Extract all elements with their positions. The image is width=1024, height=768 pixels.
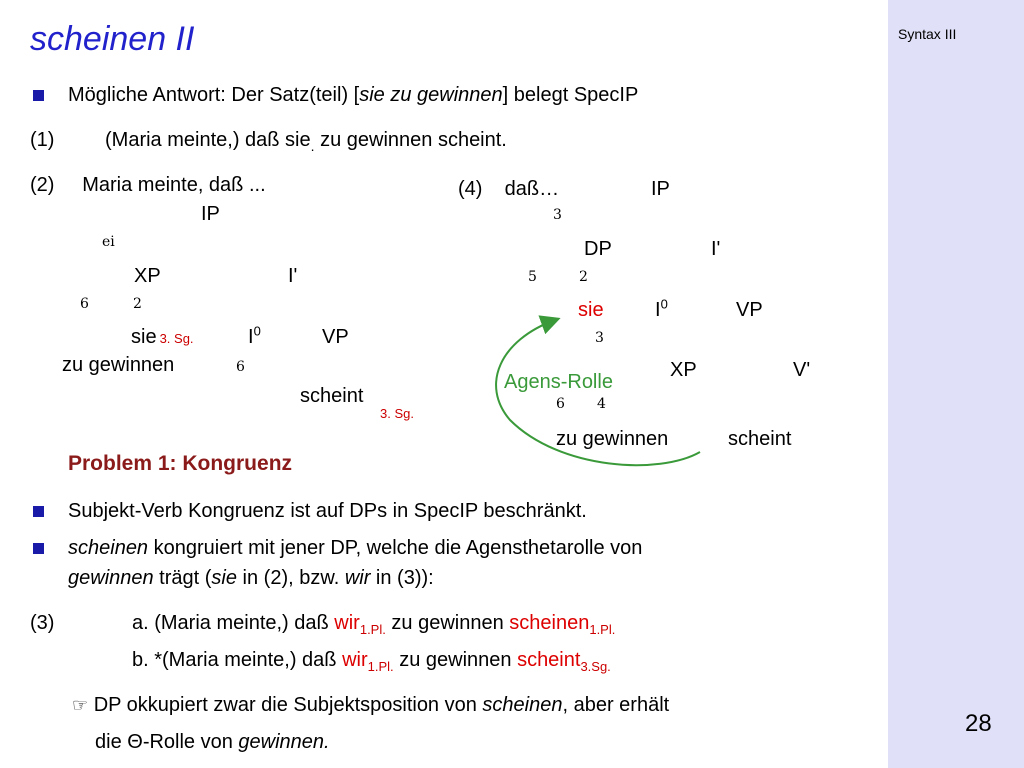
bullet-2-text: Subjekt-Verb Kongruenz ist auf DPs in SpecIP beschränkt. xyxy=(68,500,587,522)
agens-arrow-path xyxy=(496,320,700,465)
ex3-a-wir: wir xyxy=(334,612,360,634)
ex2-head: (2) Maria meinte, daß ... xyxy=(30,174,266,196)
ex4-dp: DP xyxy=(584,238,612,260)
ex1-trace-dot: . xyxy=(310,138,315,154)
ex4-i0-letter: I xyxy=(655,299,661,321)
ex1-text-a: (Maria meinte,) daß sie xyxy=(105,129,311,151)
final-l1-it: scheinen xyxy=(482,694,563,716)
ex2-branch-6b: 6 xyxy=(236,359,245,375)
ex4-zu-gewinnen: zu gewinnen xyxy=(556,428,669,450)
b3-t4: in (3)): xyxy=(370,567,434,589)
ex3-b-wir-sub: 1.Pl. xyxy=(367,659,394,674)
b3-it1: scheinen xyxy=(68,537,149,559)
slide-title: scheinen II xyxy=(30,20,195,58)
ex4-agens-rolle: Agens-Rolle xyxy=(504,371,613,393)
ex3-a-mid: zu gewinnen xyxy=(385,612,510,634)
sidebar xyxy=(888,0,1024,768)
ex3-b-verb: scheint xyxy=(517,649,581,671)
b3-it2: gewinnen xyxy=(68,567,154,589)
b1-pre: Mögliche Antwort: Der Satz(teil) [ xyxy=(68,84,360,106)
final-l2-it: gewinnen. xyxy=(238,731,330,753)
ex2-i0-sup: 0 xyxy=(253,323,261,339)
ex3-b-mid: zu gewinnen xyxy=(393,649,518,671)
bullet-square-icon xyxy=(33,506,44,517)
ex4-head: (4) daß… xyxy=(458,178,560,200)
ex4-sie: sie xyxy=(578,299,604,321)
bullet-3-line-2 xyxy=(68,567,434,590)
ex2-sie-sub: 3. Sg. xyxy=(159,331,194,346)
ex2-scheint: scheint xyxy=(300,385,364,407)
ex4-branch-4: 4 xyxy=(597,396,606,412)
ex1-text-b: zu gewinnen scheint. xyxy=(320,129,507,151)
ex4-i0-sup: 0 xyxy=(660,296,668,312)
ex2-i0-letter: I xyxy=(248,326,254,348)
ex4-scheint: scheint xyxy=(728,428,792,450)
ex2-sie-word: sie xyxy=(131,326,157,348)
page-number: 28 xyxy=(965,710,992,737)
b3-t3: in (2), bzw. xyxy=(237,567,345,589)
ex4-branch-3: 3 xyxy=(553,207,562,223)
b3-it3: sie xyxy=(211,567,237,589)
b3-t2: trägt ( xyxy=(153,567,212,589)
ex2-scheint-sub: 3. Sg. xyxy=(380,406,414,421)
ex3-a xyxy=(132,612,615,635)
ex4-branch-5: 5 xyxy=(528,269,537,285)
ex2-vp: VP xyxy=(322,326,349,348)
ex4-ip: IP xyxy=(651,178,670,200)
bullet-3-line-1 xyxy=(68,537,642,560)
ex3-a-verb-sub: 1.Pl. xyxy=(589,622,616,637)
ex3-b-wir: wir xyxy=(342,649,368,671)
ex3-b xyxy=(132,649,611,672)
b3-t1: kongruiert mit jener DP, welche die Agensthetarolle von xyxy=(148,537,643,559)
pointing-hand-icon: ☞ xyxy=(72,695,89,716)
ex3-b-verb-sub: 3.Sg. xyxy=(580,659,611,674)
final-line-2 xyxy=(95,731,330,754)
ex4-vp: VP xyxy=(736,299,763,321)
final-l2-theta: Θ xyxy=(127,731,143,753)
sidebar-label: Syntax III xyxy=(898,26,957,42)
ex2-ibar: I' xyxy=(288,265,298,287)
bullet-square-icon xyxy=(33,543,44,554)
ex2-zu-gewinnen: zu gewinnen xyxy=(62,354,175,376)
ex4-ibar: I' xyxy=(711,238,721,260)
ex4-vbar: V' xyxy=(793,359,811,381)
ex4-branch-6: 6 xyxy=(556,396,565,412)
ex3-a-pre: a. (Maria meinte,) daß xyxy=(132,612,335,634)
b3-it4: wir xyxy=(344,567,371,589)
ex3-b-pre: b. *(Maria meinte,) daß xyxy=(132,649,343,671)
ex3-a-verb: scheinen xyxy=(509,612,590,634)
ex3-a-wir-sub: 1.Pl. xyxy=(359,622,386,637)
ex2-branch-2: 2 xyxy=(133,296,142,312)
ex4-xp: XP xyxy=(670,359,697,381)
b1-post: ] belegt SpecIP xyxy=(502,84,639,106)
ex3-num: (3) xyxy=(30,612,55,634)
final-line-1 xyxy=(72,694,669,717)
ex1-num: (1) xyxy=(30,129,55,151)
final-l2-pre: die xyxy=(95,731,128,753)
ex2-ip: IP xyxy=(201,203,220,225)
ex4-branch-2: 2 xyxy=(579,269,588,285)
ex4-branch-3b: 3 xyxy=(595,330,604,346)
final-l1-pre: DP okkupiert zwar die Subjektsposition von xyxy=(88,694,483,716)
b1-ital: sie zu gewinnen xyxy=(359,84,503,106)
problem-heading: Problem 1: Kongruenz xyxy=(68,452,293,475)
ex2-xp: XP xyxy=(134,265,161,287)
ex2-branch-6: 6 xyxy=(80,296,89,312)
final-l1-post: , aber erhält xyxy=(562,694,670,716)
ex2-branch-ei: ei xyxy=(102,234,115,250)
final-l2-mid: -Rolle von xyxy=(142,731,239,753)
